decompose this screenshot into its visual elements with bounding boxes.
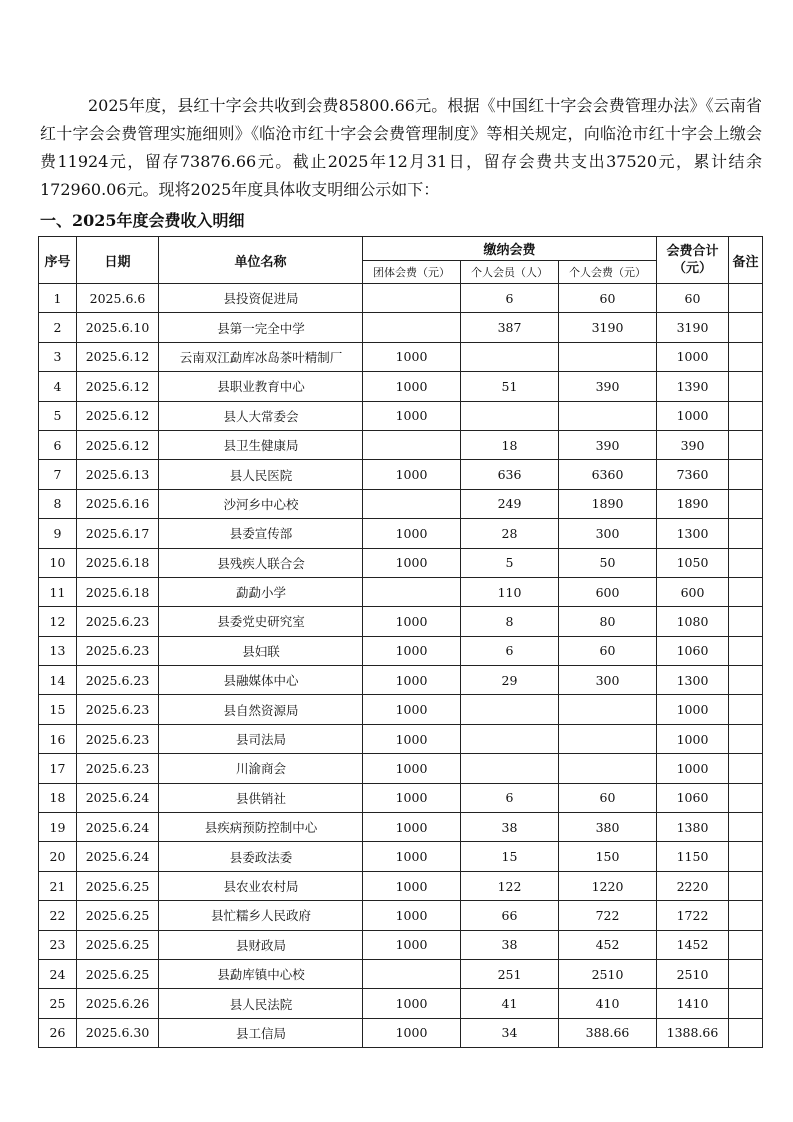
cell-unit: 川渝商会 — [159, 754, 363, 783]
cell-remark — [729, 313, 763, 342]
cell-total: 1410 — [657, 989, 729, 1018]
table-row — [39, 342, 763, 371]
cell-group-fee: 1000 — [363, 460, 461, 489]
cell-group-fee: 1000 — [363, 695, 461, 724]
cell-remark — [729, 372, 763, 401]
cell-total: 1388.66 — [657, 1018, 729, 1047]
cell-seq: 6 — [39, 430, 77, 459]
cell-seq: 21 — [39, 871, 77, 900]
cell-unit: 县自然资源局 — [159, 695, 363, 724]
cell-date: 2025.6.23 — [77, 695, 159, 724]
cell-seq: 7 — [39, 460, 77, 489]
cell-total: 60 — [657, 284, 729, 313]
cell-unit: 勐勐小学 — [159, 577, 363, 606]
cell-personal-fee — [559, 754, 657, 783]
cell-member-count: 6 — [461, 636, 559, 665]
cell-group-fee: 1000 — [363, 666, 461, 695]
cell-group-fee — [363, 313, 461, 342]
cell-personal-fee: 60 — [559, 284, 657, 313]
cell-member-count — [461, 695, 559, 724]
cell-unit: 县司法局 — [159, 724, 363, 753]
cell-unit: 沙河乡中心校 — [159, 489, 363, 518]
cell-date: 2025.6.23 — [77, 754, 159, 783]
table-row — [39, 489, 763, 518]
cell-group-fee: 1000 — [363, 901, 461, 930]
header-unit: 单位名称 — [159, 237, 363, 284]
cell-personal-fee — [559, 342, 657, 371]
cell-unit: 县工信局 — [159, 1018, 363, 1047]
cell-member-count: 29 — [461, 666, 559, 695]
cell-unit: 县卫生健康局 — [159, 430, 363, 459]
cell-personal-fee: 150 — [559, 842, 657, 871]
cell-date: 2025.6.25 — [77, 930, 159, 959]
cell-remark — [729, 342, 763, 371]
header-paid-group: 缴纳会费 — [363, 237, 657, 261]
cell-total: 600 — [657, 577, 729, 606]
table-row — [39, 724, 763, 753]
table-row — [39, 548, 763, 577]
cell-group-fee: 1000 — [363, 548, 461, 577]
cell-remark — [729, 724, 763, 753]
cell-total: 1000 — [657, 342, 729, 371]
cell-seq: 2 — [39, 313, 77, 342]
cell-remark — [729, 783, 763, 812]
cell-unit: 县委宣传部 — [159, 519, 363, 548]
cell-seq: 15 — [39, 695, 77, 724]
cell-seq: 23 — [39, 930, 77, 959]
cell-seq: 16 — [39, 724, 77, 753]
cell-member-count: 28 — [461, 519, 559, 548]
cell-seq: 24 — [39, 959, 77, 988]
cell-group-fee: 1000 — [363, 372, 461, 401]
cell-personal-fee — [559, 695, 657, 724]
cell-personal-fee: 452 — [559, 930, 657, 959]
table-row — [39, 666, 763, 695]
cell-date: 2025.6.18 — [77, 577, 159, 606]
cell-remark — [729, 577, 763, 606]
cell-group-fee — [363, 489, 461, 518]
cell-personal-fee: 600 — [559, 577, 657, 606]
cell-seq: 11 — [39, 577, 77, 606]
cell-remark — [729, 813, 763, 842]
cell-group-fee: 1000 — [363, 754, 461, 783]
cell-total: 3190 — [657, 313, 729, 342]
cell-unit: 县委政法委 — [159, 842, 363, 871]
cell-seq: 20 — [39, 842, 77, 871]
cell-unit: 县融媒体中心 — [159, 666, 363, 695]
cell-unit: 县投资促进局 — [159, 284, 363, 313]
cell-total: 1300 — [657, 519, 729, 548]
cell-unit: 县委党史研究室 — [159, 607, 363, 636]
header-member-count: 个人会员（人） — [461, 261, 559, 284]
cell-remark — [729, 460, 763, 489]
cell-group-fee: 1000 — [363, 636, 461, 665]
cell-seq: 1 — [39, 284, 77, 313]
cell-personal-fee: 60 — [559, 636, 657, 665]
cell-group-fee: 1000 — [363, 783, 461, 812]
cell-group-fee: 1000 — [363, 724, 461, 753]
cell-total: 1380 — [657, 813, 729, 842]
cell-member-count: 6 — [461, 783, 559, 812]
table-row — [39, 460, 763, 489]
section-title: 一、2025年度会费收入明细 — [40, 211, 245, 230]
cell-seq: 25 — [39, 989, 77, 1018]
cell-total: 1060 — [657, 636, 729, 665]
table-row — [39, 636, 763, 665]
cell-unit: 县农业农村局 — [159, 871, 363, 900]
cell-member-count: 41 — [461, 989, 559, 1018]
header-seq: 序号 — [39, 237, 77, 284]
cell-personal-fee: 380 — [559, 813, 657, 842]
cell-seq: 19 — [39, 813, 77, 842]
cell-member-count: 15 — [461, 842, 559, 871]
cell-personal-fee: 300 — [559, 666, 657, 695]
cell-group-fee: 1000 — [363, 342, 461, 371]
cell-unit: 县忙糯乡人民政府 — [159, 901, 363, 930]
cell-remark — [729, 930, 763, 959]
cell-date: 2025.6.12 — [77, 342, 159, 371]
cell-remark — [729, 548, 763, 577]
cell-date: 2025.6.25 — [77, 871, 159, 900]
cell-unit: 县人民医院 — [159, 460, 363, 489]
cell-group-fee — [363, 577, 461, 606]
cell-remark — [729, 901, 763, 930]
cell-group-fee: 1000 — [363, 813, 461, 842]
cell-remark — [729, 871, 763, 900]
cell-member-count: 636 — [461, 460, 559, 489]
cell-member-count: 18 — [461, 430, 559, 459]
cell-personal-fee: 390 — [559, 372, 657, 401]
cell-personal-fee: 1220 — [559, 871, 657, 900]
cell-date: 2025.6.25 — [77, 959, 159, 988]
cell-total: 1300 — [657, 666, 729, 695]
cell-date: 2025.6.17 — [77, 519, 159, 548]
cell-remark — [729, 636, 763, 665]
cell-unit: 县第一完全中学 — [159, 313, 363, 342]
cell-seq: 10 — [39, 548, 77, 577]
cell-member-count: 387 — [461, 313, 559, 342]
cell-remark — [729, 959, 763, 988]
cell-remark — [729, 666, 763, 695]
table-row — [39, 284, 763, 313]
cell-member-count: 110 — [461, 577, 559, 606]
table-row — [39, 313, 763, 342]
cell-seq: 3 — [39, 342, 77, 371]
cell-unit: 云南双江勐库冰岛茶叶精制厂 — [159, 342, 363, 371]
cell-date: 2025.6.24 — [77, 813, 159, 842]
cell-seq: 14 — [39, 666, 77, 695]
cell-group-fee: 1000 — [363, 401, 461, 430]
cell-personal-fee: 80 — [559, 607, 657, 636]
cell-seq: 26 — [39, 1018, 77, 1047]
header-remark: 备注 — [729, 237, 763, 284]
cell-remark — [729, 842, 763, 871]
cell-member-count: 5 — [461, 548, 559, 577]
cell-date: 2025.6.13 — [77, 460, 159, 489]
header-date: 日期 — [77, 237, 159, 284]
cell-date: 2025.6.12 — [77, 401, 159, 430]
cell-unit: 县财政局 — [159, 930, 363, 959]
cell-date: 2025.6.12 — [77, 372, 159, 401]
cell-date: 2025.6.24 — [77, 842, 159, 871]
cell-remark — [729, 519, 763, 548]
cell-date: 2025.6.18 — [77, 548, 159, 577]
cell-unit: 县勐库镇中心校 — [159, 959, 363, 988]
cell-total: 1060 — [657, 783, 729, 812]
intro-paragraph — [40, 92, 762, 204]
cell-personal-fee: 50 — [559, 548, 657, 577]
cell-seq: 8 — [39, 489, 77, 518]
cell-remark — [729, 989, 763, 1018]
cell-total: 1890 — [657, 489, 729, 518]
table-row — [39, 430, 763, 459]
cell-seq: 5 — [39, 401, 77, 430]
cell-member-count: 34 — [461, 1018, 559, 1047]
cell-total: 2510 — [657, 959, 729, 988]
table-row — [39, 372, 763, 401]
cell-date: 2025.6.6 — [77, 284, 159, 313]
cell-remark — [729, 754, 763, 783]
cell-member-count: 66 — [461, 901, 559, 930]
cell-group-fee: 1000 — [363, 871, 461, 900]
cell-personal-fee: 1890 — [559, 489, 657, 518]
cell-unit: 县疾病预防控制中心 — [159, 813, 363, 842]
cell-seq: 18 — [39, 783, 77, 812]
cell-date: 2025.6.23 — [77, 724, 159, 753]
table-row — [39, 607, 763, 636]
cell-group-fee: 1000 — [363, 607, 461, 636]
cell-date: 2025.6.10 — [77, 313, 159, 342]
cell-date: 2025.6.25 — [77, 901, 159, 930]
cell-member-count: 122 — [461, 871, 559, 900]
cell-group-fee: 1000 — [363, 1018, 461, 1047]
table-row — [39, 754, 763, 783]
cell-group-fee — [363, 430, 461, 459]
table-body — [39, 284, 763, 1048]
cell-unit: 县职业教育中心 — [159, 372, 363, 401]
cell-remark — [729, 401, 763, 430]
cell-total: 1000 — [657, 401, 729, 430]
cell-total: 1000 — [657, 754, 729, 783]
cell-date: 2025.6.30 — [77, 1018, 159, 1047]
table-row — [39, 577, 763, 606]
cell-remark — [729, 489, 763, 518]
cell-personal-fee: 6360 — [559, 460, 657, 489]
header-group-fee: 团体会费（元） — [363, 261, 461, 284]
cell-seq: 22 — [39, 901, 77, 930]
cell-group-fee: 1000 — [363, 930, 461, 959]
cell-seq: 17 — [39, 754, 77, 783]
cell-group-fee: 1000 — [363, 519, 461, 548]
cell-member-count: 6 — [461, 284, 559, 313]
header-total: 会费合计（元） — [657, 237, 729, 284]
cell-total: 1050 — [657, 548, 729, 577]
cell-remark — [729, 284, 763, 313]
cell-seq: 12 — [39, 607, 77, 636]
cell-unit: 县人大常委会 — [159, 401, 363, 430]
cell-group-fee: 1000 — [363, 989, 461, 1018]
cell-unit: 县残疾人联合会 — [159, 548, 363, 577]
cell-date: 2025.6.23 — [77, 607, 159, 636]
fee-income-table — [38, 236, 763, 1048]
table-row — [39, 519, 763, 548]
cell-group-fee — [363, 284, 461, 313]
cell-group-fee — [363, 959, 461, 988]
cell-personal-fee — [559, 724, 657, 753]
cell-total: 2220 — [657, 871, 729, 900]
cell-unit: 县妇联 — [159, 636, 363, 665]
table-row — [39, 959, 763, 988]
cell-personal-fee: 722 — [559, 901, 657, 930]
cell-personal-fee: 388.66 — [559, 1018, 657, 1047]
cell-remark — [729, 430, 763, 459]
cell-personal-fee: 300 — [559, 519, 657, 548]
cell-date: 2025.6.23 — [77, 666, 159, 695]
cell-total: 1000 — [657, 724, 729, 753]
table-row — [39, 695, 763, 724]
table-row — [39, 901, 763, 930]
cell-member-count — [461, 754, 559, 783]
cell-date: 2025.6.12 — [77, 430, 159, 459]
cell-remark — [729, 607, 763, 636]
table-row — [39, 813, 763, 842]
cell-total: 1452 — [657, 930, 729, 959]
table-row — [39, 783, 763, 812]
cell-date: 2025.6.24 — [77, 783, 159, 812]
cell-personal-fee — [559, 401, 657, 430]
table-row — [39, 1018, 763, 1047]
cell-member-count: 251 — [461, 959, 559, 988]
cell-total: 1150 — [657, 842, 729, 871]
cell-unit: 县人民法院 — [159, 989, 363, 1018]
table-row — [39, 930, 763, 959]
cell-member-count — [461, 342, 559, 371]
header-personal-fee: 个人会费（元） — [559, 261, 657, 284]
cell-member-count: 38 — [461, 813, 559, 842]
cell-remark — [729, 1018, 763, 1047]
cell-date: 2025.6.26 — [77, 989, 159, 1018]
cell-remark — [729, 695, 763, 724]
cell-personal-fee: 3190 — [559, 313, 657, 342]
cell-date: 2025.6.16 — [77, 489, 159, 518]
intro-text: 2025年度，县红十字会共收到会费85800.66元。根据《中国红十字会会费管理办法》《云南省红十字会会费管理实施细则》《临沧市红十字会会费管理制度》等相关规定，向临沧市红十字会上缴会费11924元，留存73876.66元。截止2025年12月31日，留存会费共支出37520元，累计结余172960.06元。现将2025年度具体收支明细公示如下： — [40, 96, 762, 199]
table-row — [39, 842, 763, 871]
cell-seq: 9 — [39, 519, 77, 548]
cell-personal-fee: 2510 — [559, 959, 657, 988]
cell-total: 1390 — [657, 372, 729, 401]
table-row — [39, 871, 763, 900]
cell-date: 2025.6.23 — [77, 636, 159, 665]
cell-total: 390 — [657, 430, 729, 459]
cell-total: 1000 — [657, 695, 729, 724]
cell-total: 7360 — [657, 460, 729, 489]
cell-member-count: 38 — [461, 930, 559, 959]
cell-personal-fee: 60 — [559, 783, 657, 812]
cell-personal-fee: 390 — [559, 430, 657, 459]
cell-member-count: 51 — [461, 372, 559, 401]
table-row — [39, 401, 763, 430]
cell-member-count — [461, 724, 559, 753]
cell-total: 1722 — [657, 901, 729, 930]
cell-personal-fee: 410 — [559, 989, 657, 1018]
table-row — [39, 989, 763, 1018]
cell-seq: 4 — [39, 372, 77, 401]
cell-seq: 13 — [39, 636, 77, 665]
cell-group-fee: 1000 — [363, 842, 461, 871]
cell-member-count — [461, 401, 559, 430]
cell-total: 1080 — [657, 607, 729, 636]
cell-member-count: 249 — [461, 489, 559, 518]
cell-member-count: 8 — [461, 607, 559, 636]
cell-unit: 县供销社 — [159, 783, 363, 812]
